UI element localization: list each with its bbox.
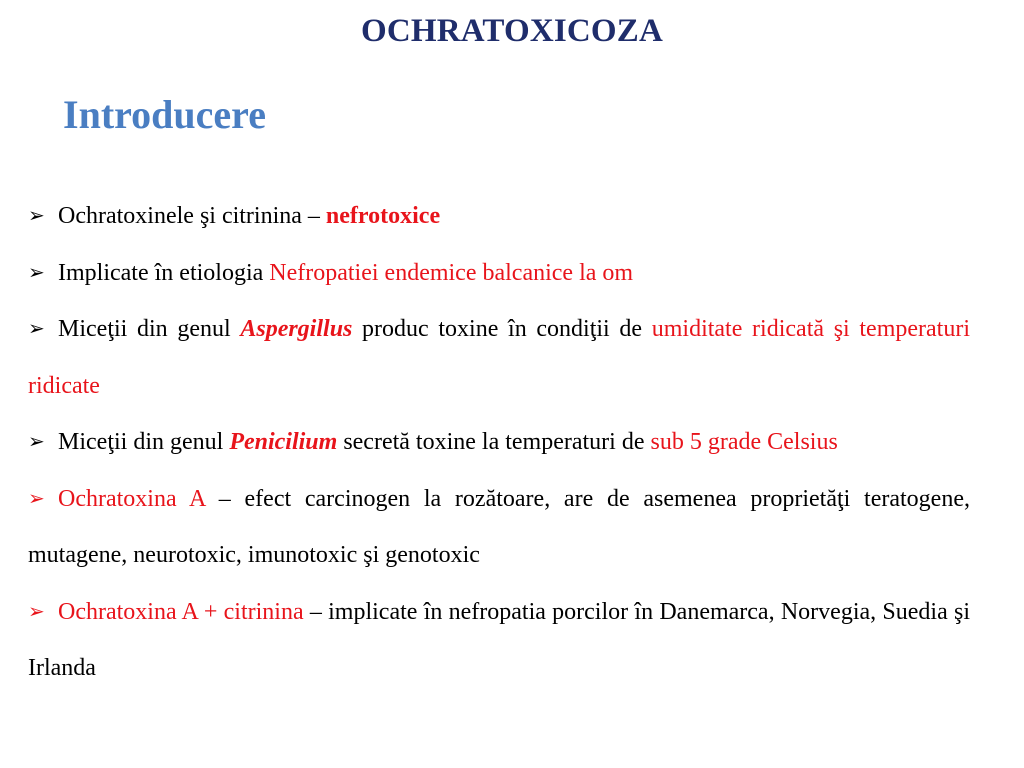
bullet-highlight: sub 5 grade Celsius xyxy=(650,429,838,455)
bullet-item-nephrotoxic xyxy=(28,188,970,245)
bullet-highlight: umiditate ridicată şi temperaturi ridicate xyxy=(28,316,970,399)
bullet-text: secretă toxine la temperaturi de xyxy=(337,429,651,455)
bullet-item-ochratoxin-a xyxy=(28,471,970,584)
bullet-item-aspergillus xyxy=(28,301,970,414)
bullet-text: – efect carcinogen la rozătoare, are de asemenea proprietăţi teratogene, mutagene, neurotoxic, imunotoxic şi genotoxic xyxy=(28,485,970,568)
arrow-bullet-icon: ➢ xyxy=(28,429,45,453)
bullet-item-ochratoxin-citrinin xyxy=(28,584,970,697)
bullet-text: Miceţii din genul xyxy=(58,316,241,342)
bullet-highlight: nefrotoxice xyxy=(325,203,441,229)
slide-subtitle: Introducere xyxy=(63,92,266,137)
bullet-text: Miceţii din genul xyxy=(58,429,230,455)
arrow-bullet-icon: ➢ xyxy=(28,485,45,510)
genus-name: Aspergillus xyxy=(240,316,353,342)
arrow-bullet-icon: ➢ xyxy=(28,203,45,227)
bullet-text: – implicate în nefropatia porcilor în Danemarca, Norvegia, Suedia şi Irlanda xyxy=(28,598,971,681)
slide-title: OCHRATOXICOZA xyxy=(360,13,664,49)
bullet-item-penicilium xyxy=(28,414,970,471)
bullet-highlight: Nefropatiei endemice balcanice la om xyxy=(269,259,634,286)
bullet-text: produc toxine în condiţii de xyxy=(352,316,652,342)
arrow-bullet-icon: ➢ xyxy=(28,316,45,340)
genus-name: Penicilium xyxy=(229,429,338,455)
bullet-highlight: Ochratoxina A xyxy=(58,485,206,512)
bullet-item-etiology xyxy=(28,245,970,302)
bullet-text: Implicate în etiologia xyxy=(58,259,270,286)
arrow-bullet-icon: ➢ xyxy=(28,598,45,623)
arrow-bullet-icon: ➢ xyxy=(28,259,45,284)
bullet-text: Ochratoxinele şi citrinina – xyxy=(58,203,326,229)
bullet-list xyxy=(28,188,970,697)
bullet-highlight: Ochratoxina A + citrinina xyxy=(58,598,304,625)
